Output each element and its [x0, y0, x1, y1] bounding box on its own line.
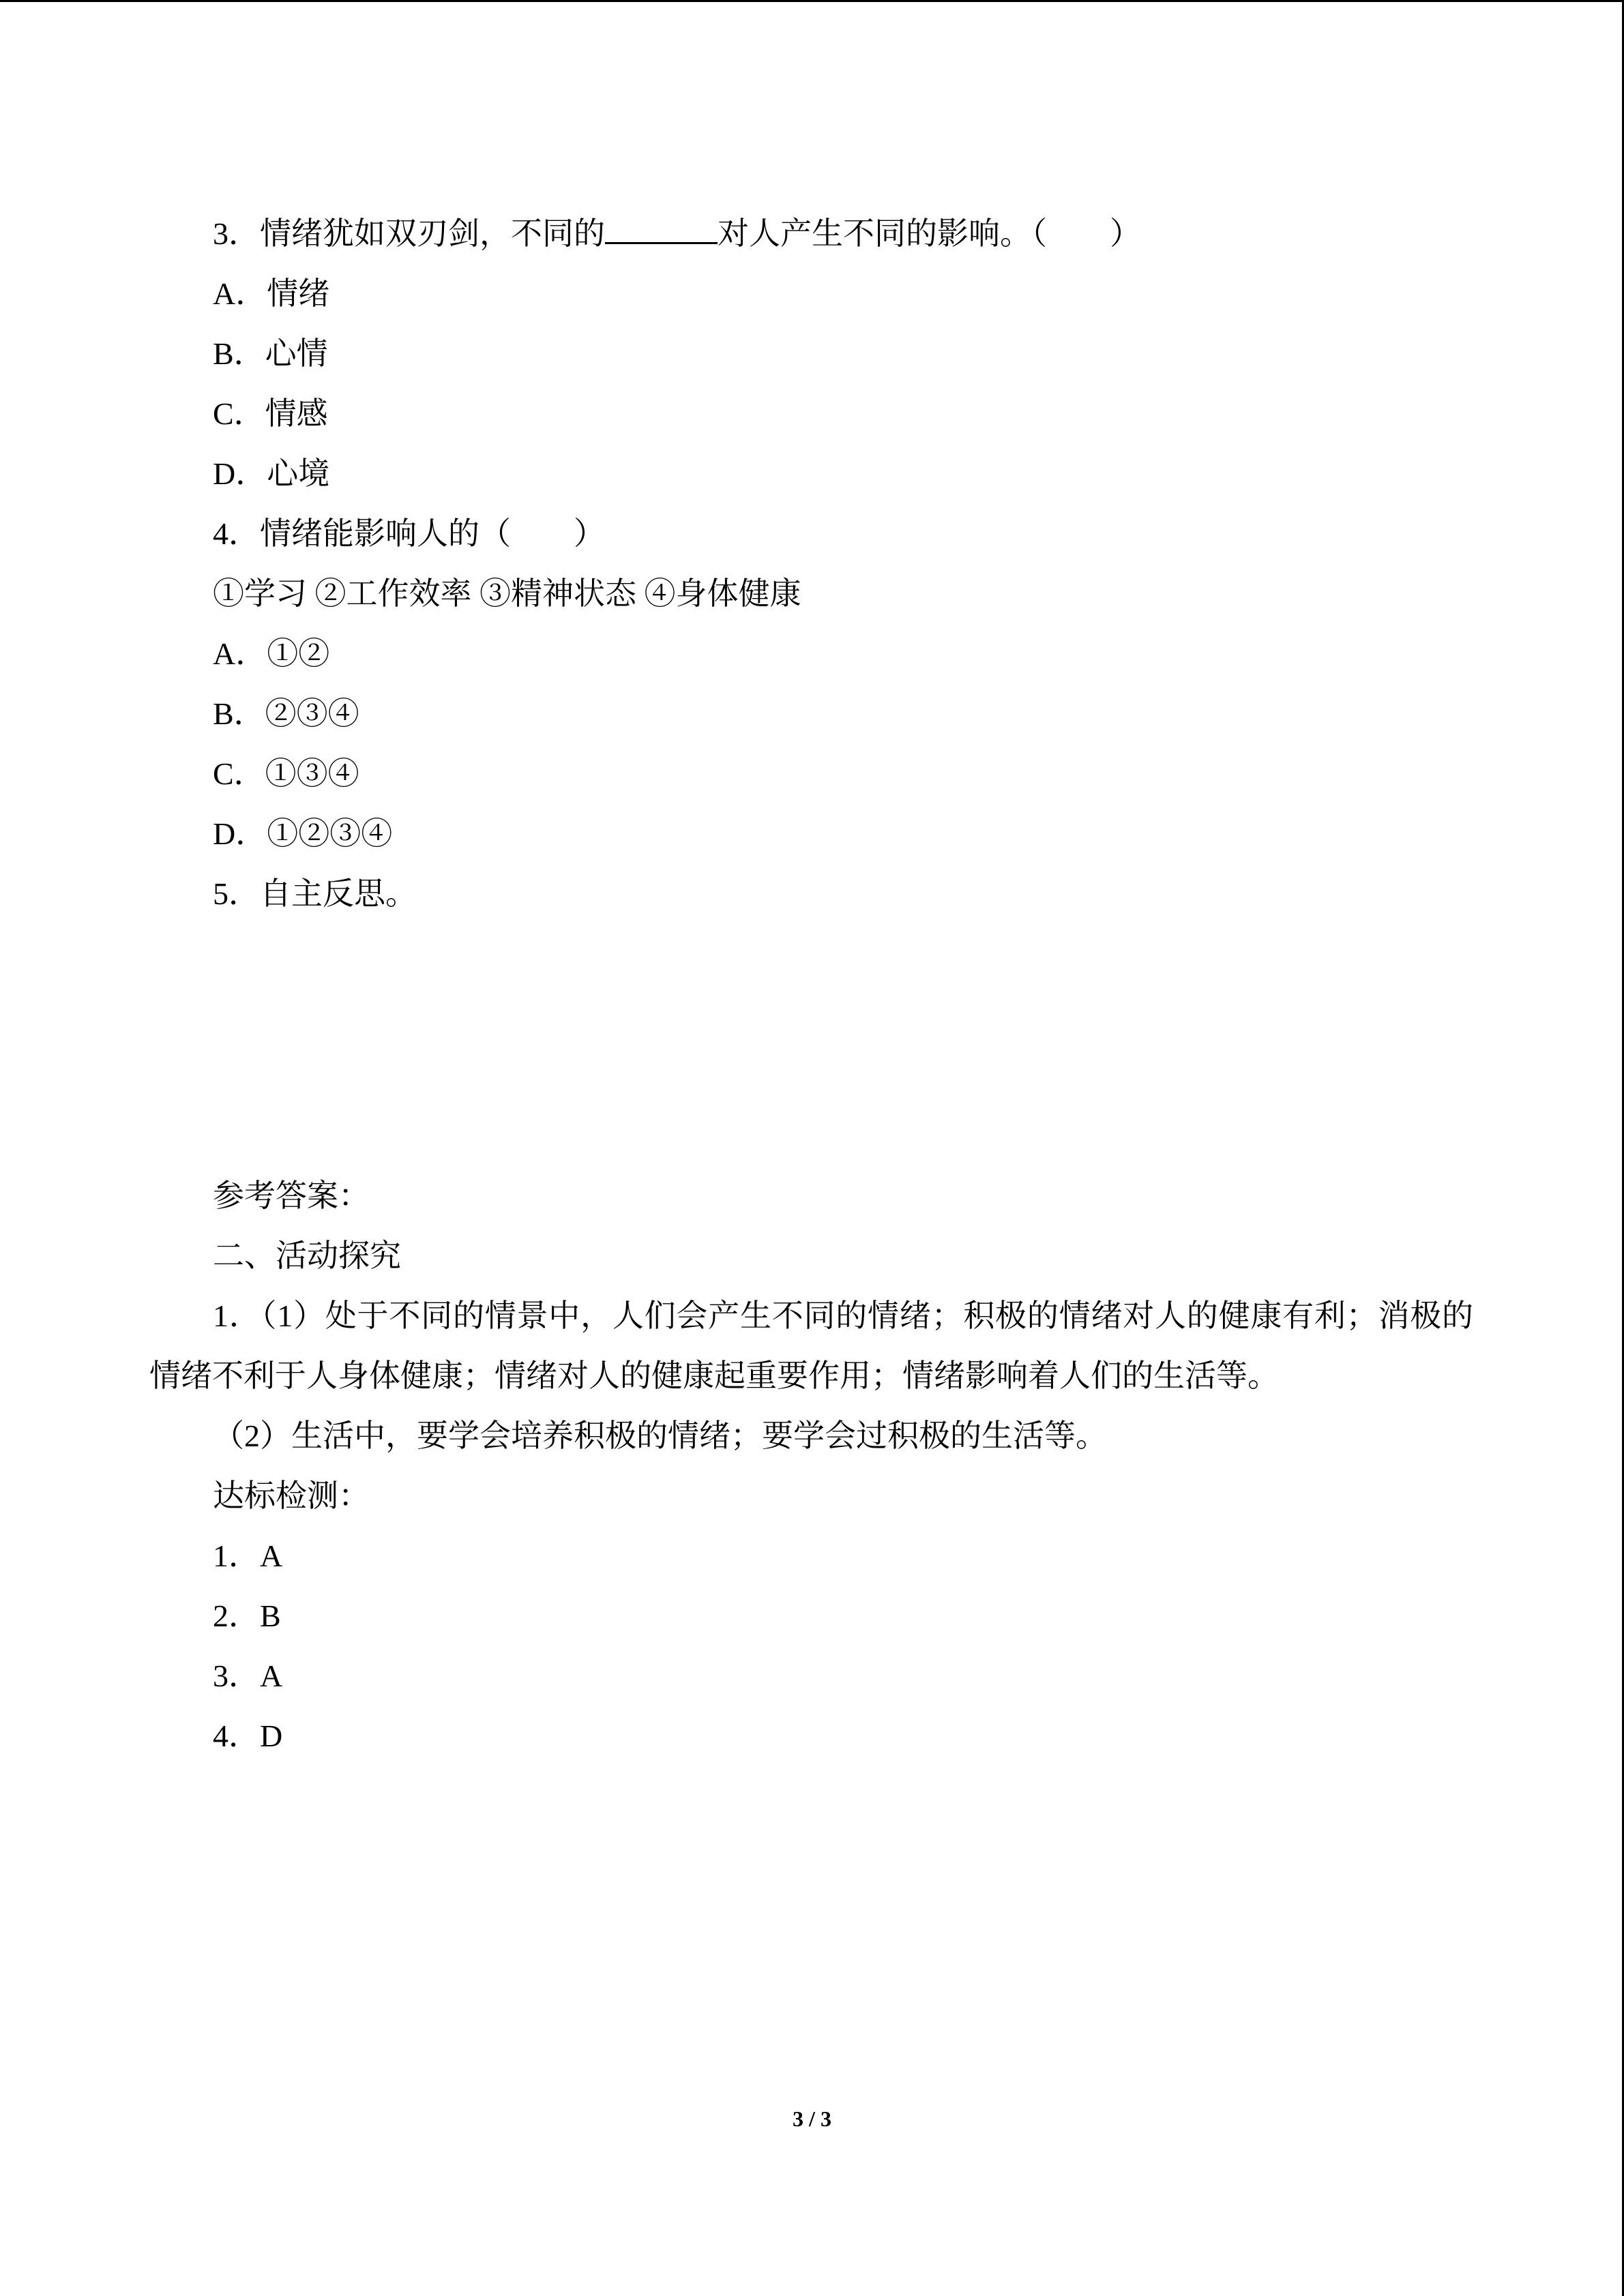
questions-section — [149, 204, 1473, 924]
question-4-option-c: C．①③④ — [213, 756, 359, 791]
question-3-stem — [149, 204, 1473, 264]
answers-section — [149, 1166, 1473, 1766]
question-3-option-d: D．心境 — [213, 456, 330, 491]
question-3-option-c: C．情感 — [213, 396, 328, 431]
question-4-option-b: B．②③④ — [213, 696, 359, 731]
question-3-option-a: A．情绪 — [213, 276, 330, 311]
check-title: 达标检测： — [213, 1478, 370, 1513]
check-answer-1: 1．A — [213, 1538, 283, 1573]
answer-paragraph-1: 1．（1）处于不同的情景中，人们会产生不同的情绪；积极的情绪对人的健康有利；消极的情绪不利于人身体健康；情绪对人的健康起重要作用；情绪影响着人们的生活等。 — [149, 1298, 1473, 1393]
question-4-option-d: D．①②③④ — [213, 816, 393, 851]
question-4-items: ①学习 ②工作效率 ③精神状态 ④身体健康 — [213, 576, 801, 611]
check-answer-2: 2．B — [213, 1598, 281, 1633]
question-4-option-a: A．①② — [213, 636, 330, 671]
question-3-option-b: B．心情 — [213, 336, 328, 371]
page-number: 3 / 3 — [793, 2106, 831, 2131]
page-border-top — [0, 0, 1624, 2]
question-5-stem: 5．自主反思。 — [213, 876, 417, 911]
question-3-prefix: 3．情绪犹如双刃剑，不同的 — [213, 216, 605, 251]
check-answer-4: 4．D — [213, 1718, 283, 1753]
answers-title: 参考答案： — [213, 1178, 370, 1213]
check-answer-3: 3．A — [213, 1658, 283, 1693]
question-3-blank — [605, 211, 718, 244]
question-4-stem: 4．情绪能影响人的（ ） — [213, 516, 605, 551]
answer-paragraph-2: （2）生活中，要学会培养积极的情绪；要学会过积极的生活等。 — [213, 1418, 1107, 1453]
question-3-suffix: 对人产生不同的影响。（ ） — [718, 216, 1141, 251]
answers-section-heading: 二、活动探究 — [213, 1238, 401, 1273]
